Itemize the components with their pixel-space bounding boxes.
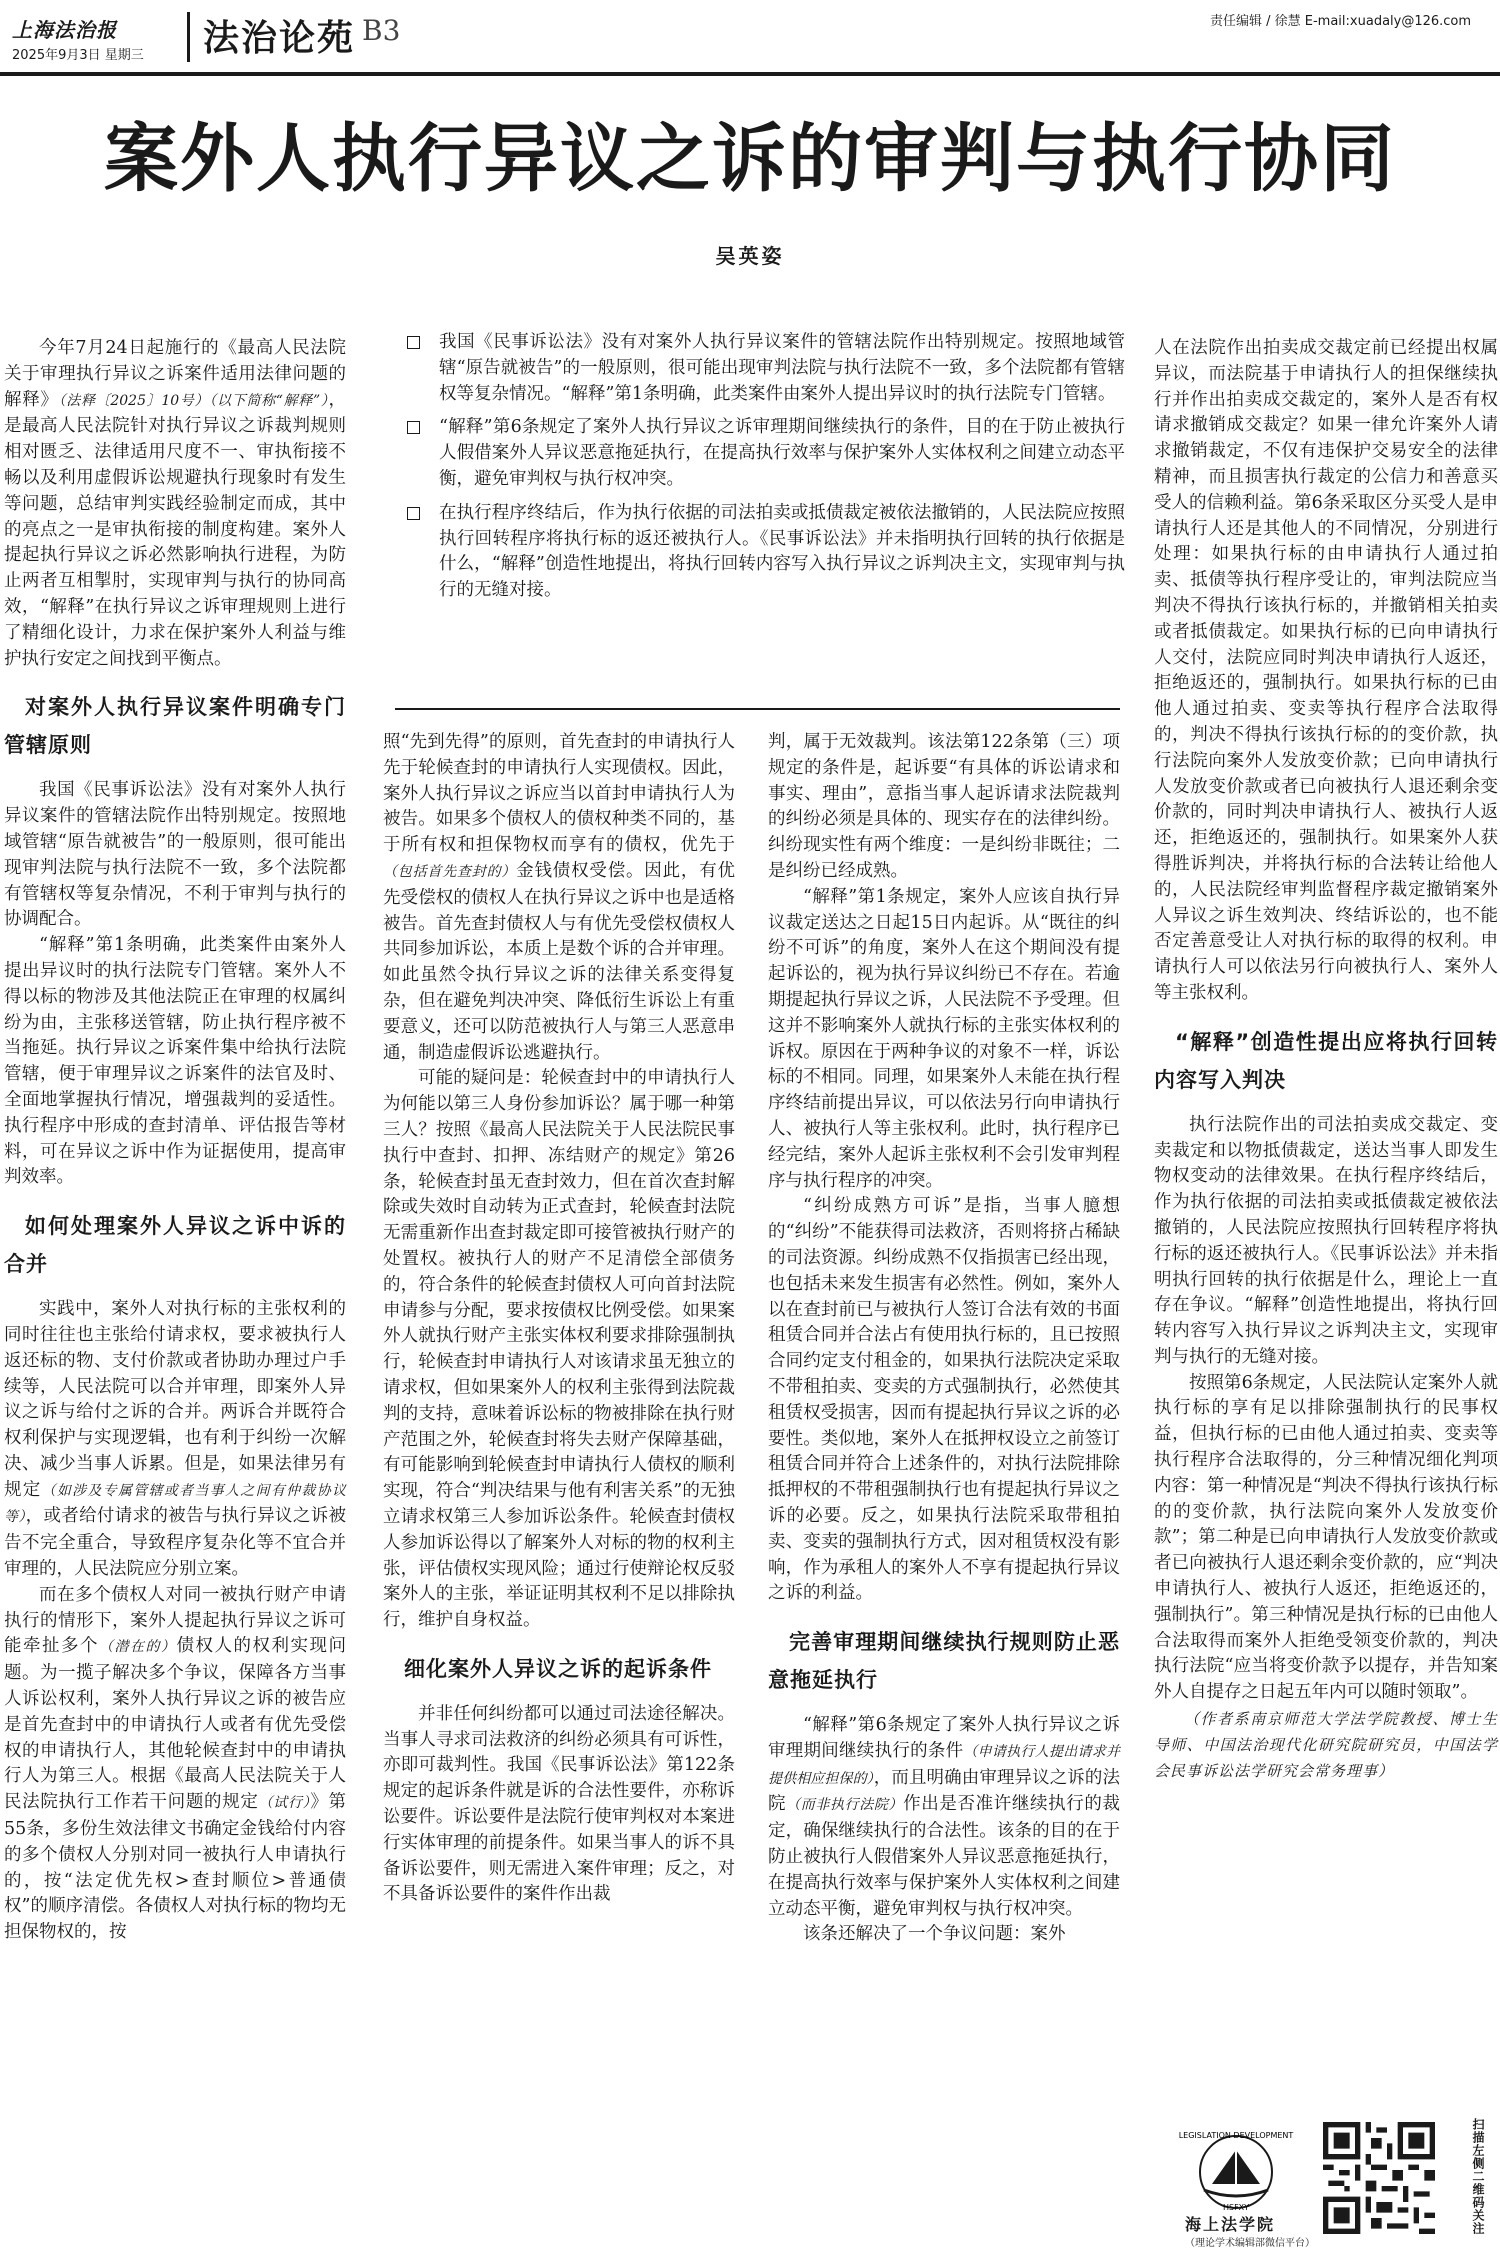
text-column-1 xyxy=(4,336,346,1946)
paragraph: “纠纷成熟方可诉”是指，当事人臆想的“纠纷”不能获得司法救济，否则将挤占稀缺的司法资源。纠纷成熟不仅指损害已经出现，也包括未来发生损害有必然性。例如，案外人以在查封前已与被执行人签订合法有效的书面租赁合同并合法占有使用执行标的，且已按照合同约定支付租金的，如果执行法院决定采取不带租拍卖、变卖的方式强制执行，必然使其租赁权受损害，因而有提起执行异议之诉的必要性。类似地，案外人在抵押权设立之前签订租赁合同并符合上述条件的，对执行法院排除抵押权的不带租强制执行也有提起执行异议之诉的必要。反之，如果执行法院采取带租拍卖、变卖的强制执行方式，因对租赁权没有影响，作为承租人的案外人不享有提起执行异议之诉的利益。 xyxy=(768,1196,1120,1604)
paragraph: 人在法院作出拍卖成交裁定前已经提出权属异议，而法院基于申请执行人的担保继续执行并作出拍卖成交裁定的，案外人是否有权请求撤销成交裁定？如果一律允许案外人请求撤销裁定，不仅有违保护交易安全的法律精神，而且损害执行裁定的公信力和善意买受人的信赖利益。第6条采取区分买受人是申请执行人还是其他人的不同情况，分别进行处理：如果执行标的由申请执行人通过拍卖、抵债等执行程序受让的，审判法院应当判决不得执行该执行标的，并撤销相关拍卖或者抵债裁定。如果执行标的已向申请执行人交付，法院应同时判决申请执行人返还，拒绝返还的，强制执行。如果执行标的已由他人通过拍卖、变卖等执行程序合法取得的，判决不得执行该执行标的的变价款，执行法院向案外人发放变价款；已向申请执行人发放变价款或者已向被执行人退还剩余变价款的，同时判决申请执行人、被执行人返还，拒绝返还的，强制执行。如果案外人获得胜诉判决，并将执行标的合法转让给他人的，人民法院经审判监督程序裁定撤销案外人异议之诉生效判决、终结诉讼的，也不能否定善意受让人对执行标的取得的权利。申请执行人可以依法另行向被执行人、案外人等主张权利。 xyxy=(1154,338,1498,1003)
paragraph: “解释”第1条明确，此类案件由案外人提出异议时的执行法院专门管辖。案外人不得以标的物涉及其他法院正在审理的权属纠纷为由，主张移送管辖，防止执行程序被不当拖延。执行异议之诉案件集中给执行法院管辖，便于审理异议之诉案件的法官及时、全面地掌握执行情况，增强裁判的妥适性。执行程序中形成的查封清单、评估报告等材料，可在异议之诉中作为证据使用，提高审判效率。 xyxy=(4,935,346,1188)
text-column-3 xyxy=(768,730,1120,1948)
paragraph: 照“先到先得”的原则，首先查封的申请执行人先于轮候查封的申请执行人实现债权。因此，案外人执行异议之诉应当以首封申请执行人为被告。如果多个债权人的债权种类不同的，基于所有权和担保物权而享有的债权，优先于（包括首先查封的）金钱债权受偿。因此，有优先受偿权的债权人在执行异议之诉中也是适格被告。首先查封债权人与有优先受偿权债权人共同参加诉讼，本质上是数个诉的合并审理。如此虽然令执行异议之诉的法律关系变得复杂，但在避免判决冲突、降低衍生诉讼上有重要意义，还可以防范被执行人与第三人恶意串通，制造虚假诉讼逃避执行。 xyxy=(383,732,736,1063)
subheading: 对案外人执行异议案件明确专门管辖原则 xyxy=(4,695,346,758)
subheading: “解释”创造性提出应将执行回转内容写入判决 xyxy=(1154,1029,1498,1092)
text-column-4 xyxy=(1154,336,1498,1784)
paragraph: “解释”第1条规定，案外人应该自执行异议裁定送达之日起15日内起诉。从“既往的纠纷不可诉”的角度，案外人在这个期间没有提起诉讼的，视为执行异议纠纷已不存在。若逾期提起执行异议之诉，人民法院不予受理。但这并不影响案外人就执行标的主张实体权利的诉权。原因在于两种争议的对象不一样，诉讼标的不相同。同理，如果案外人未能在执行程序终结前提出异议，可以依法另行向申请执行人、被执行人等主张权利。此时，执行程序已经完结，案外人起诉主张权利不会引发审判程序与执行程序的冲突。 xyxy=(768,886,1120,1191)
header-rule xyxy=(0,72,1500,76)
summary-box xyxy=(395,330,1125,612)
paragraph: 我国《民事诉讼法》没有对案外人执行异议案件的管辖法院作出特别规定。按照地域管辖“原告就被告”的一般原则，很可能出现审判法院与执行法院不一致，多个法院都有管辖权等复杂情况，不利于审判与执行的协调配合。 xyxy=(4,780,346,930)
summary-item: 在执行程序终结后，作为执行依据的司法拍卖或抵债裁定被依法撤销的，人民法院应按照执行回转程序将执行标的返还被执行人。《民事诉讼法》并未指明执行回转的执行依据是什么，“解释”创造性地提出，将执行回转内容写入执行异议之诉判决主文，实现审判与执行的无缝对接。 xyxy=(395,501,1125,604)
paragraph: “解释”第6条规定了案外人执行异议之诉审理期间继续执行的条件（申请执行人提出请求并提供相应担保的），而且明确由审理异议之诉的法院（而非执行法院）作出是否准许继续执行的裁定，确保继续执行的合法性。该条的目的在于防止被执行人假借案外人异议恶意拖延执行，在提高执行效率与保护案外人实体权利之间建立动态平衡，避免审判权与执行权冲突。 xyxy=(768,1715,1121,1919)
summary-item: 我国《民事诉讼法》没有对案外人执行异议案件的管辖法院作出特别规定。按照地域管辖“原告就被告”的一般原则，很可能出现审判法院与执行法院不一致，多个法院都有管辖权等复杂情况。“解释”第1条明确，此类案件由案外人提出异议时的执行法院专门管辖。 xyxy=(395,330,1125,407)
paragraph: 实践中，案外人对执行标的主张权利的同时往往也主张给付请求权，要求被执行人返还标的物、支付价款或者协助办理过户手续等，人民法院可以合并审理，即案外人异议之诉与给付之诉的合并。两诉合并既符合权利保护与实现逻辑，也有利于纠纷一次解决、减少当事人诉累。但是，如果法律另有规定（如涉及专属管辖或者当事人之间有仲裁协议等），或者给付请求的被告与执行异议之诉被告不完全重合，导致程序复杂化等不宜合并审理的，人民法院应分别立案。 xyxy=(4,1299,347,1580)
section-title: 法治论苑 xyxy=(203,17,356,59)
logo-abbr: HSFXY xyxy=(1222,2203,1250,2212)
subheading: 完善审理期间继续执行规则防止恶意拖延执行 xyxy=(768,1630,1120,1693)
paragraph: 并非任何纠纷都可以通过司法途径解决。当事人寻求司法救济的纠纷必须具有可诉性，亦即可裁判性。我国《民事诉讼法》第122条规定的起诉条件就是诉的合法性要件，亦称诉讼要件。诉讼要件是法院行使审判权对本案进行实体审理的前提条件。如果当事人的诉不具备诉讼要件，则无需进入案件审理；反之，对不具备诉讼要件的案件作出裁 xyxy=(383,1703,735,1905)
scan-instruction: 扫描左侧二维码关注 xyxy=(1471,2118,1485,2235)
square-bullet-icon xyxy=(407,336,420,349)
summary-box-rule xyxy=(395,708,1120,710)
editor-credit: 责任编辑 / 徐慧 E-mail:xuadaly@126.com xyxy=(1210,14,1472,29)
qr-code-icon[interactable] xyxy=(1323,2122,1435,2234)
article-byline: 吴英姿 xyxy=(715,244,785,268)
page-number: B3 xyxy=(362,14,401,47)
brand-subtitle: （理论学术编辑部微信平台） xyxy=(1185,2238,1315,2249)
subheading: 如何处理案外人异议之诉中诉的合并 xyxy=(4,1214,346,1277)
paragraph: 执行法院作出的司法拍卖成交裁定、变卖裁定和以物抵债裁定，送达当事人即发生物权变动的法律效果。在执行程序终结后，作为执行依据的司法拍卖或抵债裁定被依法撤销的，人民法院应按照执行回转程序将执行标的返还被执行人。《民事诉讼法》并未指明执行回转的执行依据是什么，理论上一直存在争议。“解释”创造性地提出，将执行回转内容写入执行异议之诉判决主文，实现审判与执行的无缝对接。 xyxy=(1154,1114,1498,1367)
paragraph: 判，属于无效裁判。该法第122条第（三）项规定的条件是，起诉要“有具体的诉讼请求和事实、理由”，意指当事人起诉请求法院裁判的纠纷必须是具体的、现实存在的法律纠纷。纠纷现实性有两个维度：一是纠纷非既往；二是纠纷已经成熟。 xyxy=(768,732,1120,881)
summary-item: “解释”第6条规定了案外人执行异议之诉审理期间继续执行的条件，目的在于防止被执行人假借案外人异议恶意拖延执行，在提高执行效率与保护案外人实体权利之间建立动态平衡，避免审判权与执行权冲突。 xyxy=(395,415,1125,492)
brand-name: 海上法学院 xyxy=(1185,2215,1276,2234)
square-bullet-icon xyxy=(407,421,420,434)
article-headline: 案外人执行异议之诉的审判与执行协同 xyxy=(104,116,1396,202)
author-note: （作者系南京师范大学法学院教授、博士生导师、中国法治现代化研究院研究员，中国法学会民事诉讼法学研究会常务理事） xyxy=(1154,1710,1498,1781)
law-school-logo-icon xyxy=(1177,2128,1295,2212)
masthead-logo: 上海法治报 xyxy=(12,18,117,42)
subheading: 细化案外人异议之诉的起诉条件 xyxy=(404,1656,712,1681)
paragraph: 该条还解决了一个争议问题：案外 xyxy=(803,1924,1066,1945)
paragraph: 今年7月24日起施行的《最高人民法院关于审理执行异议之诉案件适用法律问题的解释》（法释〔2025〕10号）（以下简称“解释”），是最高人民法院针对执行异议之诉裁判规则相对匮乏、法律适用尺度不一、审执衔接不畅以及利用虚假诉讼规避执行现象时有发生等问题，总结审判实践经验制定而成，其中的亮点之一是审执衔接的制度构建。案外人提起执行异议之诉必然影响执行进程，为防止两者互相掣肘，实现审判与执行的协同高效，“解释”在执行异议之诉审理规则上进行了精细化设计，力求在保护案外人利益与维护执行安定之间找到平衡点。 xyxy=(4,338,346,669)
paragraph: 而在多个债权人对同一被执行财产申请执行的情形下，案外人提起执行异议之诉可能牵扯多个（潜在的）债权人的权利实现问题。为一揽子解决多个争议，保障各方当事人诉讼权利，案外人执行异议之诉的被告应是首先查封中的申请执行人或者有优先受偿权的申请执行人，其他轮候查封中的申请执行人为第三人。根据《最高人民法院关于人民法院执行工作若干问题的规定（试行）》第55条，多份生效法律文书确定金钱给付内容的多个债权人分别对同一被执行人申请执行的，按“法定优先权>查封顺位>普通债权”的顺序清偿。各债权人对执行标的物均无担保物权的，按 xyxy=(4,1584,347,1943)
logo-text: LEGISLATION DEVELOPMENT xyxy=(1178,2131,1294,2140)
footer-promo xyxy=(1155,2112,1495,2248)
square-bullet-icon xyxy=(407,507,420,520)
text-column-2 xyxy=(383,730,735,1908)
issue-date: 2025年9月3日 星期三 xyxy=(12,48,144,63)
paragraph: 按照第6条规定，人民法院认定案外人就执行标的享有足以排除强制执行的民事权益，但执行标的已由他人通过拍卖、变卖等执行程序合法取得的，分三种情况细化判项内容：第一种情况是“判决不得执行该执行标的的变价款，执行法院向案外人发放变价款”；第二种是已向申请执行人发放变价款或者已向被执行人退还剩余变价款的，应“判决申请执行人、被执行人返还，拒绝返还的，强制执行”。第三种情况是执行标的已由他人合法取得而案外人拒绝受领变价款的，判决执行法院“应当将变价款予以提存，并告知案外人自提存之日起五年内可以随时领取”。 xyxy=(1154,1372,1498,1703)
paragraph: 可能的疑问是：轮候查封中的申请执行人为何能以第三人身份参加诉讼？属于哪一种第三人？按照《最高人民法院关于人民法院民事执行中查封、扣押、冻结财产的规定》第26条，轮候查封虽无查封效力，但在首次查封解除或失效时自动转为正式查封，轮候查封法院无需重新作出查封裁定即可接管被执行财产的处置权。被执行人的财产不足清偿全部债务的，符合条件的轮候查封债权人可向首封法院申请参与分配，要求按债权比例受偿。如果案外人就执行财产主张实体权利要求排除强制执行，轮候查封申请执行人对该请求虽无独立的请求权，但如果案外人的权利主张得到法院裁判的支持，意味着诉讼标的物被排除在执行财产范围之外，轮候查封将失去财产保障基础，有可能影响到轮候查封申请执行人债权的顺利实现，符合“判决结果与他有利害关系”的无独立请求权第三人参加诉讼条件。轮候查封债权人参加诉讼得以了解案外人对标的物的权利主张，评估债权实现风险；通过行使辩论权反驳案外人的主张，举证证明其权利不足以排除执行，维护自身权益。 xyxy=(383,1068,735,1631)
header-divider xyxy=(187,12,190,62)
